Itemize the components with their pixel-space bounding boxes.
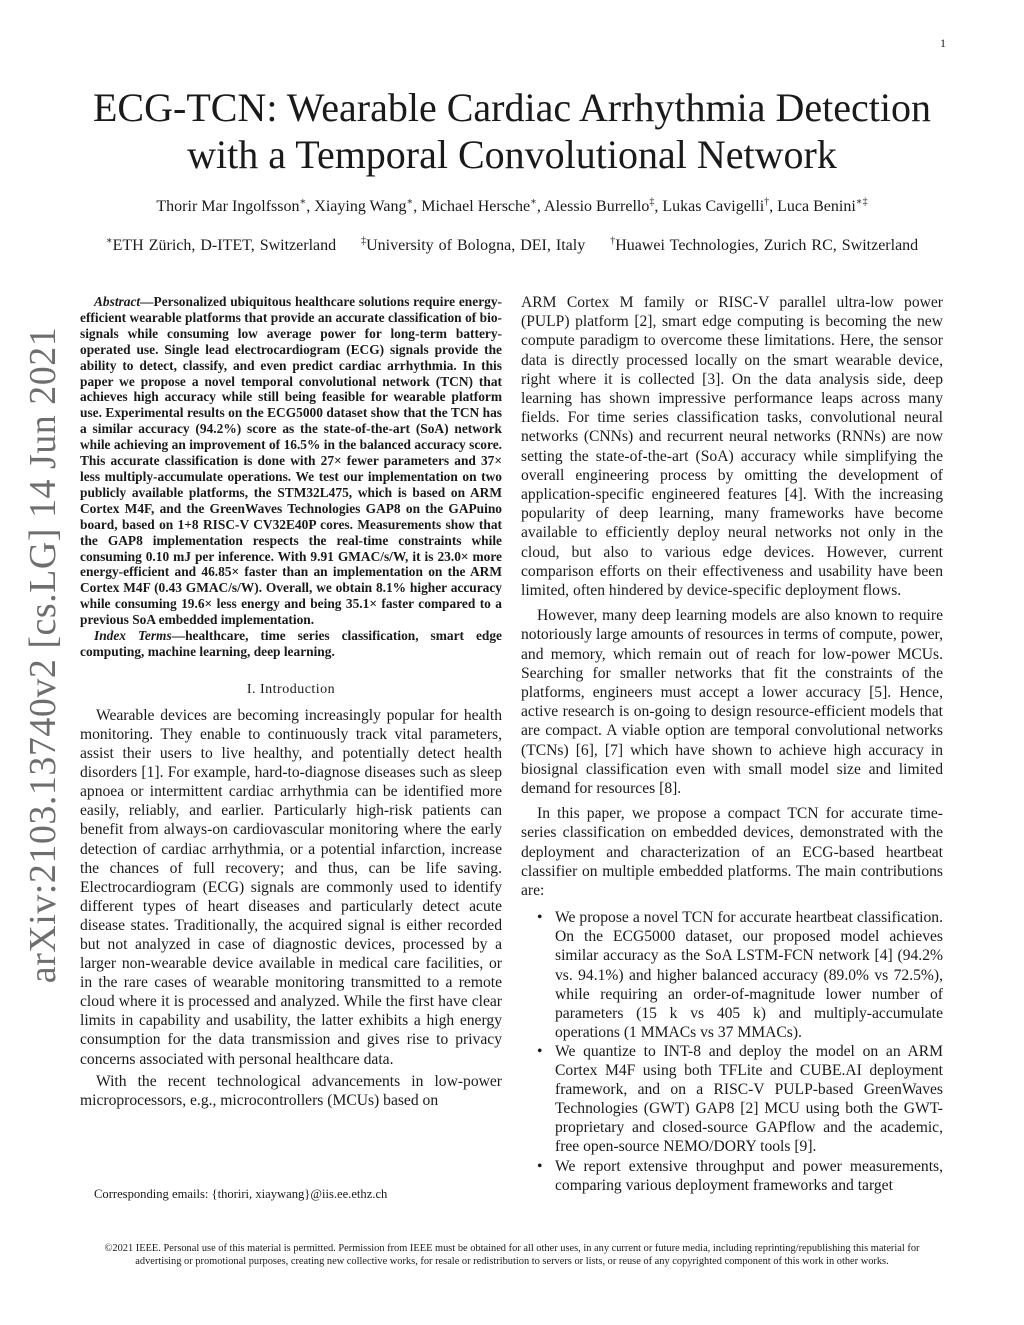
author-list: Thorir Mar Ingolfsson∗, Xiaying Wang∗, Michael Hersche∗, Alessio Burrello‡, Lukas Cavigelli†, Luca Benini∗‡ [156, 196, 868, 215]
list-item: • We propose a novel TCN for accurate heartbeat classification. On the ECG5000 dataset, our proposed model achieves similar accuracy as the SoA LSTM-FCN network [4] (94.2% vs. 94.1%) and higher balanced accuracy (89.0% vs 72.5%), while requiring an order-of-magnitude lower number of parameters (15 k vs 405 k) and multiply-accumulate operations (1 MMACs vs 37 MMACs). [537, 909, 943, 1041]
arxiv-identifier: arXiv:2103.13740v2 [cs.LG] 14 Jun 2021 [22, 326, 64, 984]
author: Xiaying Wang∗ [314, 196, 414, 215]
copyright-notice: ©2021 IEEE. Personal use of this material is permitted. Permission from IEEE must be obtained for all other uses, in any current or future media, including reprinting/republishing this material for advertising or promotional purposes, creating new collective works, for resale or redistribution to servers or lists, or reuse of any copyrighted component of this work in other works. [104, 1243, 920, 1267]
section-heading: I. Introduction [246, 681, 336, 697]
paragraph: Wearable devices are becoming increasingly popular for health monitoring. They enable to continuously track vital parameters, assist their users to live healthy, and potentially detect health disorders [1]. For example, hard-to-diagnose diseases such as sleep apnoea or intermittent cardiac arrhythmia can be identified more easily, reliably, and earlier. Particularly high-risk patients can benefit from always-on cardiovascular monitoring where the early detection of cardiac arrhythmia, or a potential infarction, increase the chances of full recovery; and thus, can be life saving. Electrocardiogram (ECG) signals are commonly used to identify different types of heart diseases and particularly detect acute disease states. Traditionally, the acquired signal is either recorded but not analyzed in case of diagnostic devices, processed by a larger non-wearable device available in medical care facilities, or in the rare cases of wearable monitoring transmitted to a remote cloud where it is processed and analyzed. While the first have clear limits in capability and usability, the latter exhibits a high energy consumption for the data transmission and gives rise to privacy concerns associated with personal healthcare data. [80, 706, 502, 1068]
bullet-icon: • [537, 1157, 543, 1175]
bullet-icon: • [537, 1042, 543, 1060]
list-item: • We report extensive throughput and power measurements, comparing various deployment frameworks and target [537, 1157, 943, 1194]
paper-title [40, 84, 984, 178]
right-column [521, 293, 943, 1195]
abstract [80, 294, 502, 628]
affiliation-list [40, 237, 984, 255]
list-item: • We quantize to INT-8 and deploy the model on an ARM Cortex M4F using both TFLite and CUBE.AI deployment framework, and on a RISC-V PULP-based GreenWaves Technologies (GWT) GAP8 [2] MCU using both the GWT-proprietary and closed-source GAPflow and the academic, free open-source NEMO/DORY tools [9]. [537, 1042, 943, 1156]
abstract-label: Abstract — [94, 294, 154, 309]
bullet-icon: • [537, 909, 543, 927]
index-terms-label: Index Terms — [94, 628, 185, 643]
author: Lukas Cavigelli† [662, 196, 770, 215]
left-column [80, 294, 502, 1110]
author: Alessio Burrello‡ [544, 196, 655, 215]
paragraph: With the recent technological advancements in low-power microprocessors, e.g., microcontrollers (MCUs) based on [80, 1072, 502, 1109]
index-terms [80, 628, 502, 660]
abstract-text: Personalized ubiquitous healthcare solutions require energy-efficient wearable platforms that provide an accurate classification of bio-signals while consuming low average power for long-term battery-operated use. Single lead electrocardiogram (ECG) signals provide the ability to detect, classify, and even predict cardiac arrhythmia. In this paper we propose a novel temporal convolutional network (TCN) that achieves high accuracy while still being feasible for wearable platform use. Experimental results on the ECG5000 dataset show that the TCN has a similar accuracy (94.2%) score as the state-of-the-art (SoA) network while achieving an improvement of 16.5% in the balanced accuracy score. This accurate classification is done with 27× fewer parameters and 37× less multiply-accumulate operations. We test our implementation on two publicly available platforms, the STM32L475, which is based on ARM Cortex M4F, and the GreenWaves Technologies GAP8 on the GAPuino board, based on 1+8 RISC-V CV32E40P cores. Measurements show that the GAP8 implementation respects the real-time constraints while consuming 0.10 mJ per inference. With 9.91 GMAC/s/W, it is 23.0× more energy-efficient and 46.85× faster than an implementation on the ARM Cortex M4F (0.43 GMAC/s/W). Overall, we obtain 8.1% higher accuracy while consuming 19.6× less energy and being 35.1× faster compared to a previous SoA embedded implementation. [80, 294, 502, 628]
corresponding-emails: Corresponding emails: {thoriri, xiaywang}@iis.ee.ethz.ch [94, 1187, 388, 1201]
author: Michael Hersche∗ [421, 196, 537, 215]
affiliation: ∗ETH Zürich, D-ITET, Switzerland [105, 235, 337, 254]
index-terms-text: healthcare, time series classification, smart edge computing, machine learning, deep learning. [80, 628, 502, 659]
author: Thorir Mar Ingolfsson∗ [156, 196, 307, 215]
contribution-list [521, 908, 943, 1194]
title-line: with a Temporal Convolutional Network [187, 132, 837, 177]
author: Luca Benini∗‡ [777, 196, 868, 215]
page-number: 1 [940, 36, 946, 50]
arxiv-sidebar [12, 326, 74, 984]
affiliation: ‡University of Bologna, DEI, Italy [361, 235, 586, 254]
affiliation: †Huawei Technologies, Zurich RC, Switzerland [610, 235, 919, 254]
paragraph: ARM Cortex M family or RISC-V parallel ultra-low power (PULP) platform [2], smart edge computing is becoming the new compute paradigm to overcome these limitations. Here, the sensor data is directly processed locally on the smart wearable device, right where it is collected [3]. On the data analysis side, deep learning has shown impressive performance leaps across many fields. For time series classification tasks, convolutional neural networks (CNNs) and recurrent neural networks (RNNs) are now setting the state-of-the-art (SoA) accuracy while simplifying the overall engineering process by omitting the development of application-specific engineered features [4]. With the increasing popularity of deep learning, many frameworks have become available to efficiently deploy neural networks not only in the cloud, but also to various edge devices. However, current comparison efforts on their effectiveness and usability have been limited, often hindered by device-specific deployment flows. [521, 294, 943, 600]
paragraph: In this paper, we propose a compact TCN for accurate time-series classification on embedded devices, demonstrated with the deployment and characterization of an ECG-based heartbeat classifier on multiple embedded platforms. The main contributions are: [521, 805, 943, 900]
title-line: ECG-TCN: Wearable Cardiac Arrhythmia Detection [93, 85, 931, 130]
paragraph: However, many deep learning models are also known to require notoriously large amounts of resources in terms of compute, power, and memory, which remain out of reach for low-power MCUs. Searching for smaller networks that fit the constraints of the platforms, engineers must accept a lower accuracy [5]. Hence, active research is on-going to design resource-efficient models that are compact. A viable option are temporal convolutional networks (TCNs) [6], [7] which have shown to achieve high accuracy in biosignal classification even with small model size and limited demand for resources [8]. [521, 607, 943, 798]
